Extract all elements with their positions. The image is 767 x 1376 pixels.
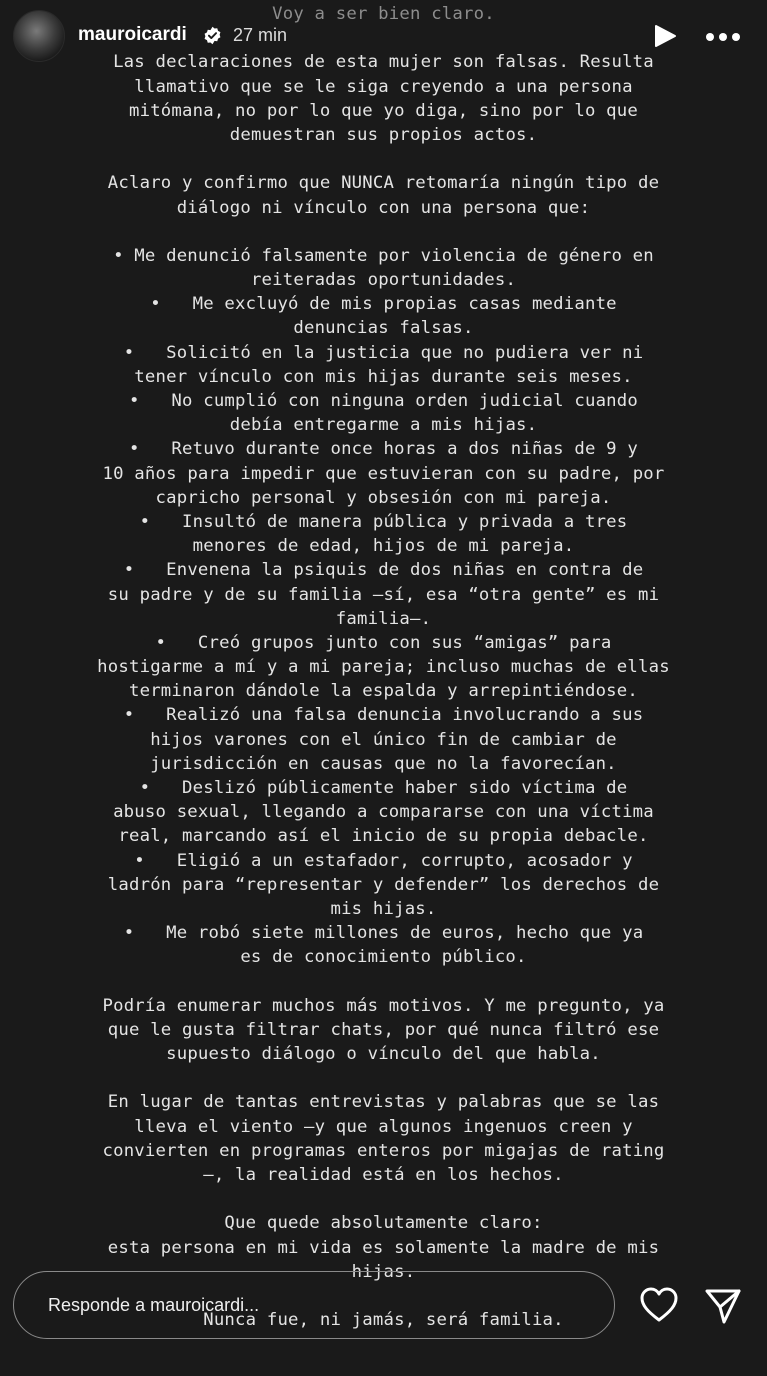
story-line: Que quede absolutamente claro: xyxy=(224,1213,543,1234)
story-line xyxy=(0,1187,767,1211)
reply-placeholder: Responde a mauroicardi... xyxy=(48,1295,260,1315)
story-line: terminaron dándole la espalda y arrepintiéndose. xyxy=(128,681,638,702)
story-line: hostigarme a mí y a mi pareja; incluso muchas de ellas xyxy=(97,657,670,678)
story-line: —, la realidad está en los hechos. xyxy=(203,1165,564,1185)
reply-input[interactable] xyxy=(13,1271,615,1339)
story-line xyxy=(0,970,767,994)
story-line: • Me excluyó de mis propias casas mediante xyxy=(150,294,617,315)
story-line: En lugar de tantas entrevistas y palabras que se las xyxy=(107,1092,660,1113)
heart-icon[interactable] xyxy=(639,1286,679,1324)
more-icon[interactable] xyxy=(705,32,741,42)
story-line: • Creó grupos junto con sus “amigas” para xyxy=(155,632,612,653)
story-line: capricho personal y obsesión con mi pareja. xyxy=(155,487,612,508)
username[interactable]: mauroicardi xyxy=(78,24,187,45)
story-line: lleva el viento —y que algunos ingenuos creen y xyxy=(134,1116,633,1137)
story-line: hijos varones con el único fin de cambiar de xyxy=(150,729,617,750)
story-line: • Solicitó en la justicia que no pudiera ver ni xyxy=(123,342,644,363)
story-line: tener vínculo con mis hijas durante seis meses. xyxy=(134,366,633,387)
story-line: reiteradas oportunidades. xyxy=(250,270,517,291)
story-line: • Deslizó públicamente haber sido víctima de xyxy=(139,778,628,798)
story-line: menores de edad, hijos de mi pareja. xyxy=(192,536,575,557)
story-line: hijas. xyxy=(351,1261,416,1282)
story-line: esta persona en mi vida es solamente la madre de mis xyxy=(107,1237,660,1258)
story-line: que le gusta filtrar chats, por qué nunca filtró ese xyxy=(107,1019,660,1040)
story-line: • Me denunció falsamente por violencia de género en xyxy=(113,245,654,266)
story-line: mis hijas. xyxy=(330,898,437,919)
story-line: demuestran sus propios actos. xyxy=(229,124,538,145)
story-line: mitómana, no por lo que yo diga, sino por lo que xyxy=(128,100,638,121)
post-time: 27 min xyxy=(233,25,288,45)
story-line xyxy=(0,1066,767,1090)
story-line: ladrón para “representar y defender” los derechos de xyxy=(107,874,660,895)
story-line: • Insultó de manera pública y privada a tres xyxy=(139,511,628,532)
story-line: Nunca fue, ni jamás, será familia. xyxy=(203,1310,564,1331)
story-line: • Retuvo durante once horas a dos niñas de 9 y xyxy=(128,439,638,460)
story-line: • Envenena la psiquis de dos niñas en contra de xyxy=(123,560,644,581)
story-line: Podría enumerar muchos más motivos. Y me pregunto, ya xyxy=(102,995,665,1016)
story-line: • Eligió a un estafador, corrupto, acosador y xyxy=(134,850,633,871)
avatar[interactable] xyxy=(13,10,65,62)
story-line: supuesto diálogo o vínculo del que habla. xyxy=(166,1044,601,1065)
story-line: • Realizó una falsa denuncia involucrando a sus xyxy=(123,705,644,726)
story-header xyxy=(0,10,767,62)
play-icon[interactable] xyxy=(652,24,678,48)
story-line: 10 años para impedir que estuvieran con su padre, por xyxy=(102,463,665,484)
story-line: llamativo que se le siga creyendo a una persona xyxy=(134,76,633,97)
send-icon[interactable] xyxy=(704,1287,742,1325)
story-line: Aclaro y confirmo que NUNCA retomaría ningún tipo de xyxy=(107,173,660,194)
story-line: familia—. xyxy=(335,608,432,629)
story-line: diálogo ni vínculo con una persona que: xyxy=(176,197,591,218)
story-line: Voy a ser bien claro. xyxy=(272,4,495,24)
story-line xyxy=(0,220,767,244)
story-line: debía entregarme a mis hijas. xyxy=(229,415,538,436)
story-line: su padre y de su familia —sí, esa “otra gente” es mi xyxy=(107,584,660,605)
story-line: Las declaraciones de esta mujer son falsas. Resulta xyxy=(113,52,654,73)
story-line: es de conocimiento público. xyxy=(240,947,527,968)
story-line: abuso sexual, llegando a compararse con una víctima xyxy=(113,802,654,823)
story-line: real, marcando así el inicio de su propia debacle. xyxy=(118,826,649,847)
story-line: denuncias falsas. xyxy=(293,318,474,339)
story-line: convierten en programas enteros por migajas de rating xyxy=(102,1140,665,1161)
verified-badge-icon xyxy=(203,26,222,45)
story-line: • No cumplió con ninguna orden judicial cuando xyxy=(128,391,638,411)
story-line xyxy=(0,147,767,171)
story-line: • Me robó siete millones de euros, hecho que ya xyxy=(123,923,644,944)
story-line: jurisdicción en causas que no la favorecían. xyxy=(150,753,617,774)
story-text xyxy=(0,2,767,1332)
